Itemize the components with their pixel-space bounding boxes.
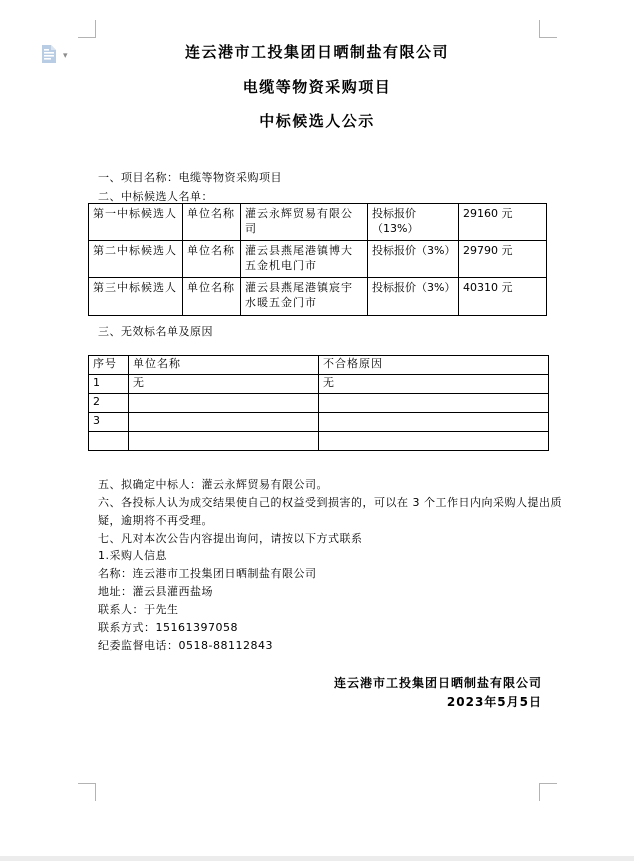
candidates-table (88, 203, 547, 316)
bid-price-label: 投标报价（3%） (368, 241, 459, 278)
row-reason (319, 432, 549, 451)
supervision-phone: 纪委监督电话：0518-88112843 (98, 639, 273, 652)
margin-crop-mark-bottom-left (78, 783, 96, 801)
column-header-no: 序号 (89, 356, 129, 375)
unit-name-label: 单位名称 (183, 241, 241, 278)
unit-name-value: 灌云永辉贸易有限公司 (241, 204, 368, 241)
column-header-reason: 不合格原因 (319, 356, 549, 375)
row-no: 2 (89, 394, 129, 413)
candidate-rank: 第一中标候选人 (89, 204, 183, 241)
table-row (89, 394, 549, 413)
unit-name-value: 灌云县燕尾港镇博大五金机电门市 (241, 241, 368, 278)
section-candidate-list-heading: 二、中标候选人名单： (98, 190, 213, 203)
row-unit: 无 (129, 375, 319, 394)
row-unit (129, 413, 319, 432)
row-unit (129, 394, 319, 413)
row-no: 3 (89, 413, 129, 432)
bid-price-value: 29160 元 (459, 204, 547, 241)
buyer-phone: 联系方式：15161397058 (98, 621, 238, 634)
bid-price-value: 40310 元 (459, 278, 547, 316)
candidate-rank: 第三中标候选人 (89, 278, 183, 316)
bid-price-label: 投标报价（3%） (368, 278, 459, 316)
row-unit (129, 432, 319, 451)
section-contact-instructions: 七、凡对本次公告内容提出询问，请按以下方式联系 (98, 532, 363, 545)
buyer-name: 名称：连云港市工投集团日晒制盐有限公司 (98, 567, 317, 580)
unit-name-value: 灌云县燕尾港镇宸宇水暖五金门市 (241, 278, 368, 316)
signature-date: 2023年5月5日 (446, 695, 542, 709)
bid-price-value: 29790 元 (459, 241, 547, 278)
section-objection-period: 六、各投标人认为成交结果使自己的权益受到损害的，可以在 3 个工作日内向采购人提出质疑，逾期将不再受理。 (98, 496, 562, 527)
table-row (89, 413, 549, 432)
page-bottom-edge (0, 856, 634, 861)
row-reason: 无 (319, 375, 549, 394)
row-reason (319, 394, 549, 413)
margin-crop-mark-bottom-right (539, 783, 557, 801)
document-title-announcement: 中标候选人公示 (259, 112, 375, 130)
row-no (89, 432, 129, 451)
table-row (89, 278, 547, 316)
candidate-rank: 第二中标候选人 (89, 241, 183, 278)
column-header-unit: 单位名称 (129, 356, 319, 375)
section-invalid-bids-heading: 三、无效标名单及原因 (98, 325, 213, 338)
table-header-row (89, 356, 549, 375)
margin-crop-mark-top-right (539, 20, 557, 38)
table-row (89, 204, 547, 241)
paste-dropdown-arrow-icon[interactable]: ▾ (63, 50, 68, 61)
signature-company: 连云港市工投集团日晒制盐有限公司 (333, 676, 542, 690)
buyer-contact-person: 联系人：于先生 (98, 603, 179, 616)
table-row (89, 241, 547, 278)
buyer-address: 地址：灌云县灌西盐场 (98, 585, 213, 598)
bid-price-label: 投标报价（13%） (368, 204, 459, 241)
margin-crop-mark-top-left (78, 20, 96, 38)
unit-name-label: 单位名称 (183, 278, 241, 316)
table-row (89, 375, 549, 394)
section-proposed-winner: 五、拟确定中标人：灌云永辉贸易有限公司。 (98, 478, 328, 491)
document-title-company: 连云港市工投集团日晒制盐有限公司 (184, 43, 449, 61)
invalid-bids-table (88, 355, 549, 451)
buyer-info-heading: 1.采购人信息 (98, 549, 167, 562)
section-project-name: 一、项目名称：电缆等物资采购项目 (98, 171, 282, 184)
document-title-project: 电缆等物资采购项目 (242, 78, 392, 96)
row-no: 1 (89, 375, 129, 394)
unit-name-label: 单位名称 (183, 204, 241, 241)
row-reason (319, 413, 549, 432)
table-row (89, 432, 549, 451)
signature-block (334, 674, 542, 712)
